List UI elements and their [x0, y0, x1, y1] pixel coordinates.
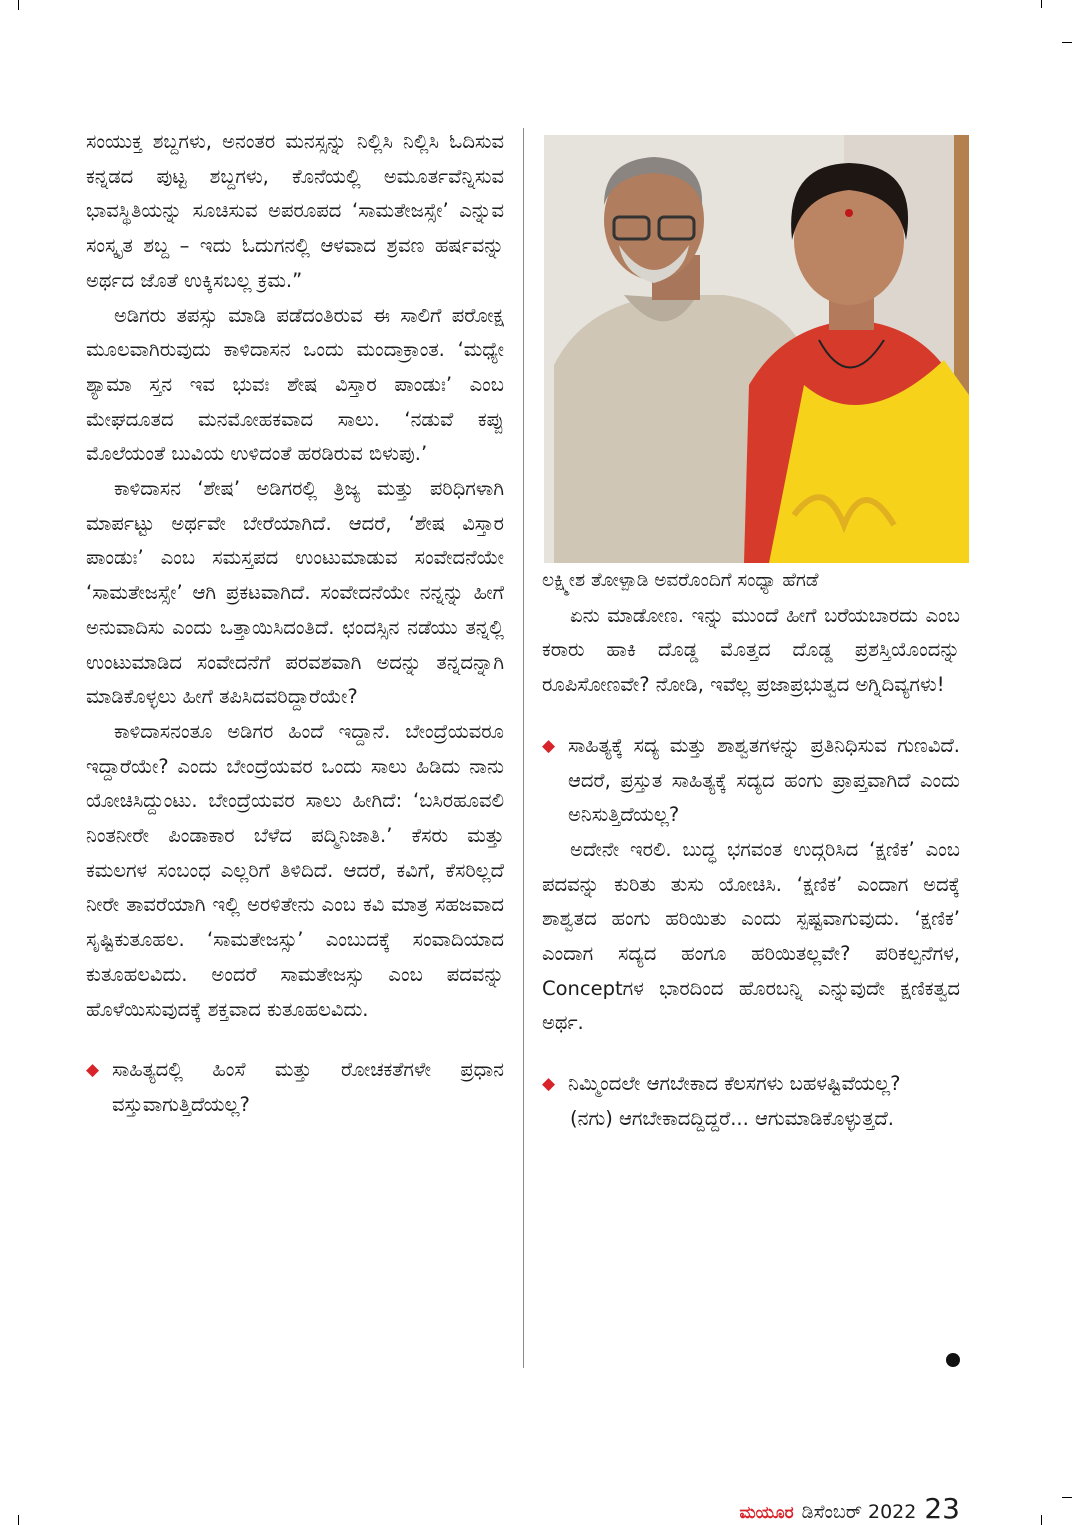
issue-date: ಡಿಸೆಂಬರ್ 2022	[801, 1501, 917, 1523]
crop-mark-top-left	[18, 0, 19, 10]
right-column	[542, 564, 960, 1137]
question-text: ಸಾಹಿತ್ಯದಲ್ಲಿ ಹಿಂಸೆ ಮತ್ತು ರೋಚಕತೆಗಳೇ ಪ್ರಧಾನ ವಸ್ತುವಾಗುತ್ತಿದೆಯಲ್ಲ?	[112, 1058, 504, 1116]
column-divider	[523, 128, 524, 1368]
page-number: 23	[924, 1492, 960, 1525]
diamond-bullet-icon: ◆	[86, 1060, 100, 1081]
crop-mark-bottom-left	[18, 1515, 19, 1525]
body-paragraph: ಅಡಿಗರು ತಪಸ್ಸು ಮಾಡಿ ಪಡೆದಂತಿರುವ ಈ ಸಾಲಿಗೆ ಪರೋಕ್ಷ ಮೂಲವಾಗಿರುವುದು ಕಾಳಿದಾಸನ ಒಂದು ಮಂದಾಕ್ರಾಂತ. ‘ಮಧ್ಯೇ ಶ್ಯಾಮಾ ಸ್ತನ ಇವ ಭುವಃ ಶೇಷ ವಿಸ್ತಾರ ಪಾಂಡುಃ’ ಎಂಬ ಮೇಘದೂತದ ಮನಮೋಹಕವಾದ ಸಾಲು. ‘ನಡುವೆ ಕಪ್ಪು ಮೊಲೆಯಂತೆ ಬುವಿಯ ಉಳಿದಂತೆ ಹರಡಿರುವ ಬಿಳುಪು.’	[86, 303, 504, 466]
diamond-bullet-icon: ◆	[542, 1074, 556, 1095]
body-paragraph: ಸಂಯುಕ್ತ ಶಬ್ದಗಳು, ಅನಂತರ ಮನಸ್ಸನ್ನು ನಿಲ್ಲಿಸಿ ನಿಲ್ಲಿಸಿ ಓದಿಸುವ ಕನ್ನಡದ ಪುಟ್ಟ ಶಬ್ದಗಳು, ಕೊನೆಯಲ್ಲಿ ಅಮೂರ್ತವೆನ್ನಿಸುವ ಭಾವಸ್ಥಿತಿಯನ್ನು ಸೂಚಿಸುವ ಅಪರೂಪದ ‘ಸಾಮತೇಜಸ್ಸೇ’ ಎನ್ನುವ ಸಂಸ್ಕೃತ ಶಬ್ದ – ಇದು ಓದುಗನಲ್ಲಿ ಆಳವಾದ ಶ್ರವಣ ಹರ್ಷವನ್ನು ಅರ್ಥದ ಜೊತೆ ಉಕ್ಕಿಸಬಲ್ಲ ಕ್ರಮ.”	[86, 130, 504, 292]
body-paragraph: ಕಾಳಿದಾಸನ ‘ಶೇಷ’ ಅಡಿಗರಲ್ಲಿ ತ್ರಿಜ್ಯ ಮತ್ತು ಪರಿಧಿಗಳಾಗಿ ಮಾರ್ಪಟ್ಟು ಅರ್ಥವೇ ಬೇರೆಯಾಗಿದೆ. ಆದರೆ, ‘ಶೇಷ ವಿಸ್ತಾರ ಪಾಂಡುಃ’ ಎಂಬ ಸಮಸ್ತಪದ ಉಂಟುಮಾಡುವ ಸಂವೇದನೆಯೇ ‘ಸಾಮತೇಜಸ್ಸೇ’ ಆಗಿ ಪ್ರಕಟವಾಗಿದೆ. ಸಂವೇದನೆಯೇ ನನ್ನನ್ನು ಹೀಗೆ ಅನುವಾದಿಸು ಎಂದು ಒತ್ತಾಯಿಸಿದಂತಿದೆ. ಛಂದಸ್ಸಿನ ನಡೆಯು ತನ್ನಲ್ಲಿ ಉಂಟುಮಾಡಿದ ಸಂವೇದನೆಗೆ ಪರವಶವಾಗಿ ಅದನ್ನು ತನ್ನದನ್ನಾಗಿ ಮಾಡಿಕೊಳ್ಳಲು ಹೀಗೆ ತಪಿಸಿದವರಿದ್ದಾರೆಯೇ?	[86, 477, 504, 709]
crop-mark-top-right	[1041, 0, 1042, 8]
question-text: ಸಾಹಿತ್ಯಕ್ಕೆ ಸದ್ಯ ಮತ್ತು ಶಾಶ್ವತಗಳನ್ನು ಪ್ರತಿನಿಧಿಸುವ ಗುಣವಿದೆ. ಆದರೆ, ಪ್ರಸ್ತುತ ಸಾಹಿತ್ಯಕ್ಕೆ ಸದ್ಯದ ಹಂಗು ಪ್ರಾಪ್ತವಾಗಿದೆ ಎಂದು ಅನಿಸುತ್ತಿದೆಯಲ್ಲ?	[568, 733, 960, 827]
question-text: ನಿಮ್ಮಿಂದಲೇ ಆಗಬೇಕಾದ ಕೆಲಸಗಳು ಬಹಳಷ್ಟಿವೆಯಲ್ಲ?	[568, 1072, 901, 1096]
interview-photo	[544, 135, 969, 563]
end-of-article-dot-icon	[946, 1353, 960, 1367]
answer-paragraph: (ನಗು) ಆಗಬೇಕಾದದ್ದಿದ್ದರೆ... ಆಗುಮಾಡಿಕೊಳ್ಳುತ್ತದೆ.	[570, 1106, 894, 1130]
body-paragraph: ಕಾಳಿದಾಸನಂತೂ ಅಡಿಗರ ಹಿಂದೆ ಇದ್ದಾನೆ. ಬೇಂದ್ರೆಯವರೂ ಇದ್ದಾರೆಯೇ? ಎಂದು ಬೇಂದ್ರೆಯವರ ಒಂದು ಸಾಲು ಹಿಡಿದು ನಾನು ಯೋಚಿಸಿದ್ದುಂಟು. ಬೇಂದ್ರೆಯವರ ಸಾಲು ಹೀಗಿದೆ: ‘ಬಸಿರಹೂವಲಿ ನಿಂತನೀರೇ ಪಿಂಡಾಕಾರ ಬೆಳೆದ ಪದ್ಮಿನಿಜಾತಿ.’ ಕೆಸರು ಮತ್ತು ಕಮಲಗಳ ಸಂಬಂಧ ಎಲ್ಲರಿಗೆ ತಿಳಿದಿದೆ. ಆದರೆ, ಕವಿಗೆ, ಕೆಸರಿಲ್ಲದೆ ನೀರೇ ತಾವರೆಯಾಗಿ ಇಲ್ಲಿ ಅರಳಿತೇನು ಎಂಬ ಕವಿ ಮಾತ್ರ ಸಹಜವಾದ ಸೃಷ್ಟಿಕುತೂಹಲ. ‘ಸಾಮತೇಜಸ್ಸು’ ಎಂಬುದಕ್ಕೆ ಸಂವಾದಿಯಾದ ಕುತೂಹಲವಿದು. ಅಂದರೆ ಸಾಮತೇಜಸ್ಸು ಎಂಬ ಪದವನ್ನು ಹೊಳೆಯಿಸುವುದಕ್ಕೆ ಶಕ್ತವಾದ ಕುತೂಹಲವಿದು.	[86, 719, 504, 1021]
crop-mark-right-upper	[1062, 42, 1072, 43]
answer-paragraph: ಏನು ಮಾಡೋಣ. ಇನ್ನು ಮುಂದೆ ಹೀಗೆ ಬರೆಯಬಾರದು ಎಂಬ ಕರಾರು ಹಾಕಿ ದೊಡ್ಡ ಮೊತ್ತದ ದೊಡ್ಡ ಪ್ರಶಸ್ತಿಯೊಂದನ್ನು ರೂಪಿಸೋಣವೇ? ನೋಡಿ, ಇವೆಲ್ಲ ಪ್ರಜಾಪ್ರಭುತ್ವದ ಅಗ್ನಿದಿವ್ಯಗಳು!	[542, 603, 960, 697]
answer-paragraph: ಅದೇನೇ ಇರಲಿ. ಬುದ್ಧ ಭಗವಂತ ಉದ್ಗರಿಸಿದ ‘ಕ್ಷಣಿಕ’ ಎಂಬ ಪದವನ್ನು ಕುರಿತು ತುಸು ಯೋಚಿಸಿ. ‘ಕ್ಷಣಿಕ’ ಎಂದಾಗ ಅದಕ್ಕೆ ಶಾಶ್ವತದ ಹಂಗು ಹರಿಯಿತು ಎಂದು ಸ್ಪಷ್ಟವಾಗುವುದು. ‘ಕ್ಷಣಿಕ’ ಎಂದಾಗ ಸದ್ಯದ ಹಂಗೂ ಹರಿಯಿತಲ್ಲವೇ? ಪರಿಕಲ್ಪನೆಗಳ, Conceptಗಳ ಭಾರದಿಂದ ಹೊರಬನ್ನಿ ಎನ್ನುವುದೇ ಕ್ಷಣಿಕತ್ವದ ಅರ್ಥ.	[542, 837, 960, 1035]
photo-caption: ಲಕ್ಷ್ಮೀಶ ತೋಳ್ಪಾಡಿ ಅವರೊಂದಿಗೆ ಸಂಧ್ಯಾ ಹೆಗಡೆ	[542, 570, 819, 591]
magazine-logo: ಮಯೂರ	[739, 1503, 794, 1523]
left-column	[86, 125, 504, 1123]
crop-mark-right-lower	[1062, 1497, 1072, 1498]
diamond-bullet-icon: ◆	[542, 735, 556, 756]
page-footer	[739, 1492, 960, 1525]
crop-mark-bottom-right	[1041, 1515, 1042, 1525]
interview-question	[86, 1053, 504, 1122]
interview-question	[542, 1067, 960, 1102]
interview-question	[542, 729, 960, 833]
